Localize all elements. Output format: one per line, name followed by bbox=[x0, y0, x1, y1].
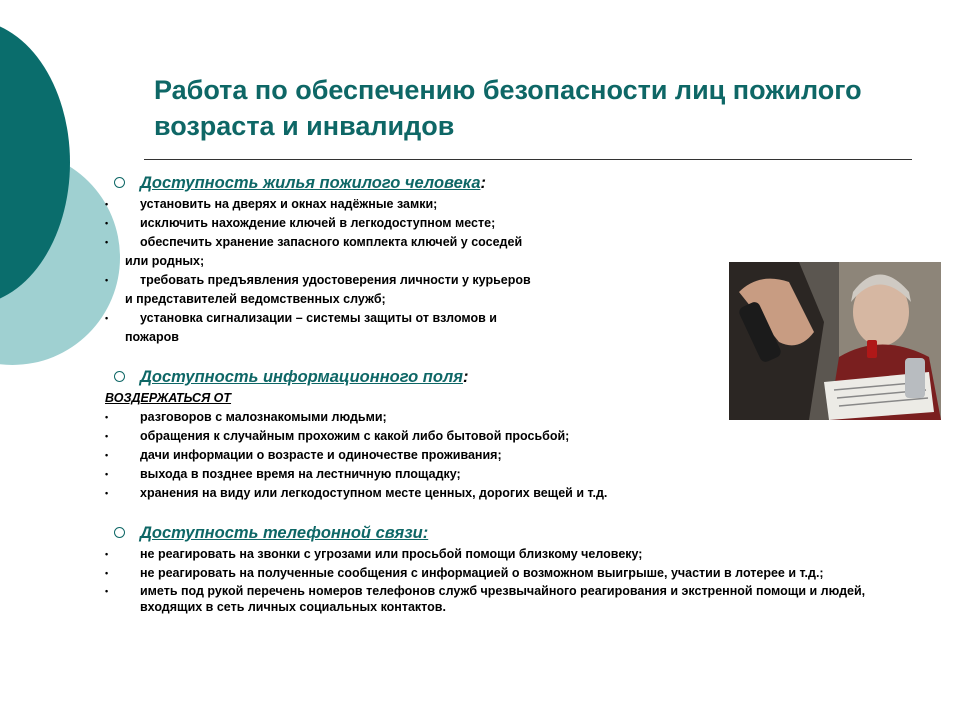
bullet-icon: • bbox=[105, 469, 109, 479]
bullet-icon: • bbox=[105, 313, 109, 323]
list-item bbox=[105, 446, 895, 465]
list-item bbox=[105, 465, 895, 484]
item-text: требовать предъявления удостоверения личности у курьеров bbox=[140, 273, 531, 287]
item-text: дачи информации о возрасте и одиночестве проживания; bbox=[140, 448, 502, 462]
bullet-icon: • bbox=[105, 488, 109, 498]
bullet-icon: • bbox=[105, 549, 109, 559]
bullet-icon: • bbox=[105, 586, 109, 596]
bullet-icon: • bbox=[105, 199, 109, 209]
bullet-icon: • bbox=[105, 237, 109, 247]
photo-elderly-woman-with-phone bbox=[729, 262, 941, 420]
slide-title: Работа по обеспечению безопасности лиц пожилого возраста и инвалидов bbox=[154, 75, 862, 141]
list-item bbox=[105, 484, 895, 503]
item-text: исключить нахождение ключей в легкодоступном месте; bbox=[140, 216, 496, 230]
item-text: иметь под рукой перечень номеров телефонов служб чрезвычайного реагирования и экстренной помощи и людей, входящих в сеть личных социальных контактов. bbox=[140, 584, 866, 614]
list-item bbox=[105, 545, 895, 564]
heading-suffix: : bbox=[480, 174, 486, 192]
bullet-icon: • bbox=[105, 450, 109, 460]
bullet-icon: • bbox=[105, 568, 109, 578]
section-heading-text: Доступность информационного поля bbox=[140, 368, 463, 386]
section-heading-phone bbox=[105, 521, 895, 545]
item-text: разговоров с малознакомыми людьми; bbox=[140, 410, 387, 424]
bullet-icon: • bbox=[105, 412, 109, 422]
item-text: обращения к случайным прохожим с какой либо бытовой просьбой; bbox=[140, 429, 570, 443]
bullet-icon: • bbox=[105, 275, 109, 285]
photo-illustration bbox=[729, 262, 941, 420]
bullet-icon: • bbox=[105, 431, 109, 441]
item-text: установить на дверях и окнах надёжные замки; bbox=[140, 197, 438, 211]
item-text: обеспечить хранение запасного комплекта ключей у соседей bbox=[140, 235, 523, 249]
heading-suffix: : bbox=[462, 368, 469, 386]
list-item bbox=[105, 427, 895, 446]
list-item-continuation: и представителей ведомственных служб; bbox=[125, 292, 386, 306]
list-item-continuation: пожаров bbox=[125, 330, 179, 344]
hollow-circle-bullet-icon bbox=[114, 177, 125, 188]
list-item bbox=[105, 195, 895, 214]
list-item bbox=[105, 214, 895, 233]
item-text: установка сигнализации – системы защиты от взломов и bbox=[140, 311, 497, 325]
list-item bbox=[105, 564, 895, 583]
item-text: хранения на виду или легкодоступном месте ценных, дорогих вещей и т.д. bbox=[140, 486, 608, 500]
hollow-circle-bullet-icon bbox=[114, 371, 125, 382]
item-text: не реагировать на звонки с угрозами или просьбой помощи близкому человеку; bbox=[140, 547, 643, 561]
section-heading-text: Доступность жилья пожилого человека bbox=[140, 174, 481, 192]
section-heading-text: Доступность телефонной связи: bbox=[140, 524, 429, 542]
list-item bbox=[105, 583, 895, 615]
section-sublabel: ВОЗДЕРЖАТЬСЯ ОТ bbox=[105, 391, 232, 405]
hollow-circle-bullet-icon bbox=[114, 527, 125, 538]
title-divider bbox=[144, 159, 912, 160]
section-heading-housing bbox=[105, 171, 895, 195]
list-item bbox=[105, 233, 895, 252]
bullet-icon: • bbox=[105, 218, 109, 228]
item-text: не реагировать на полученные сообщения с информацией о возможном выигрыше, участии в лотерее и т.д.; bbox=[140, 566, 824, 580]
item-text: выхода в позднее время на лестничную площадку; bbox=[140, 467, 461, 481]
list-item-continuation: или родных; bbox=[125, 254, 205, 268]
